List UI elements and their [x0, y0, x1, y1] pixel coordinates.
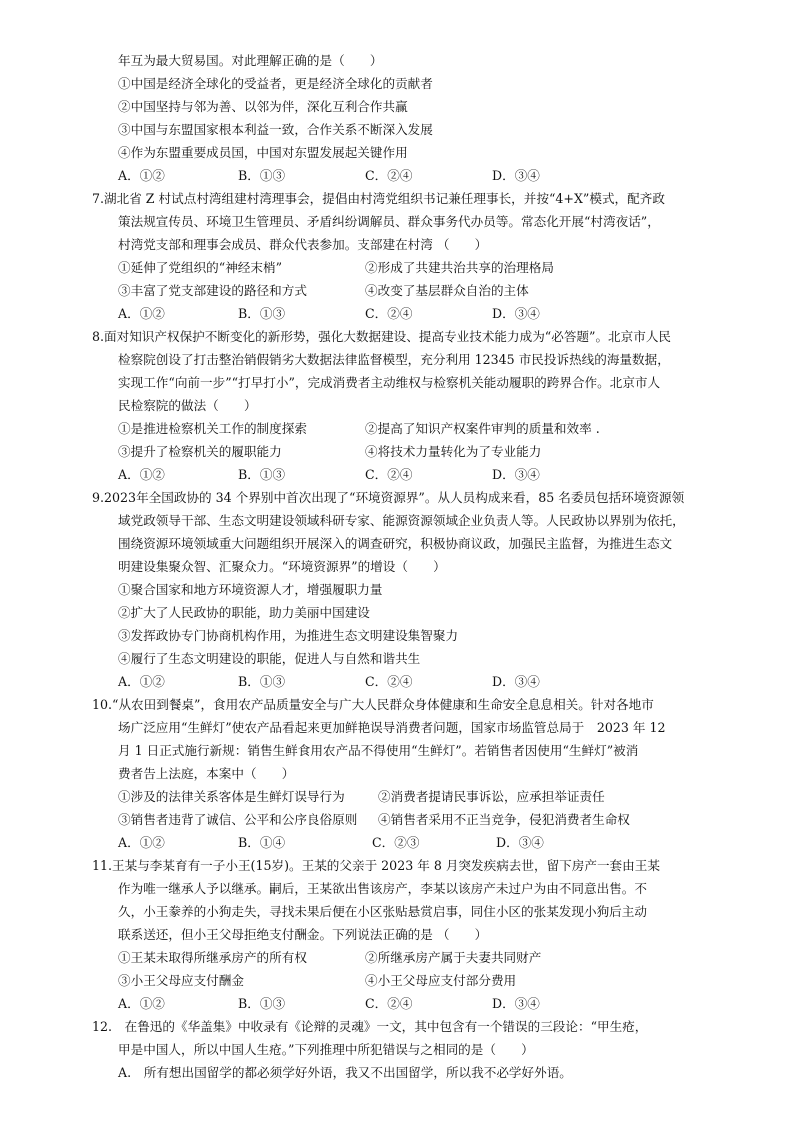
q7-stem-line-2: 策法规宣传员、环境卫生管理员、矛盾纠纷调解员、群众事务代办员等。常态化开展“村湾夜话”， [118, 214, 660, 229]
q10-stem-line-4: 费者告上法庭，本案中（ ） [118, 766, 295, 781]
q10-stem-line-1: 10.“从农田到餐桌”，食用农产品质量安全与广大人民群众身体健康和生命安全息息相关。针对各地市 [92, 697, 654, 712]
q6-option-d[interactable]: D．③④ [492, 168, 540, 183]
q8-stem-line-4: 民检察院的做法（ ） [118, 398, 257, 413]
q8-item-1: ①是推进检察机关工作的制度探索 [118, 421, 307, 436]
q10-stem-line-3: 月 1 日正式施行新规：销售生鲜食用农产品不得使用“生鲜灯”。若销售者因使用“生鲜灯”被消 [118, 743, 639, 758]
q8-stem-line-1: 8.面对知识产权保护不断变化的新形势，强化大数据建设、提高专业技术能力成为“必答题”。北京市人民 [92, 329, 672, 344]
q8-item-2: ②提高了知识产权案件审判的质量和效率 . [365, 421, 600, 436]
q9-stem-line-2: 域党政领导干部、生态文明建设领域科研专家、能源资源领域企业负责人等。人民政协以界别为依托， [118, 513, 685, 528]
q7-option-a[interactable]: A．①② [118, 306, 165, 321]
q10-stem-line-2: 场广泛应用“生鲜灯”使农产品看起来更加鲜艳误导消费者问题，国家市场监管总局于 2023 年 12 [118, 720, 666, 735]
q7-item-4: ④改变了基层群众自治的主体 [365, 283, 529, 298]
q9-item-2: ②扩大了人民政协的职能，助力美丽中国建设 [118, 605, 370, 620]
q6-option-a[interactable]: A．①② [118, 168, 165, 183]
q6-item-3: ③中国与东盟国家根本利益一致，合作关系不断深入发展 [118, 122, 433, 137]
q6-option-c[interactable]: C．②④ [365, 168, 413, 183]
q10-item-2: ②消费者提请民事诉讼，应承担举证责任 [378, 789, 605, 804]
q10-option-c[interactable]: C．②③ [372, 835, 420, 850]
q6-option-b[interactable]: B．①③ [238, 168, 286, 183]
q8-stem-line-3: 实现工作“向前一步”“打早打小”，完成消费者主动维权与检察机关能动履职的跨界合作。北京市人 [118, 375, 661, 390]
q8-option-a[interactable]: A．①② [118, 467, 165, 482]
q8-item-4: ④将技术力量转化为了专业能力 [365, 444, 542, 459]
q11-option-c[interactable]: C．②④ [365, 996, 413, 1011]
q11-option-a[interactable]: A．①② [118, 996, 165, 1011]
q9-option-a[interactable]: A．①② [118, 674, 165, 689]
q11-stem-line-4: 联系送还，但小王父母拒绝支付酬金。下列说法正确的是 （ ） [118, 927, 488, 942]
q7-item-2: ②形成了共建共治共享的治理格局 [365, 260, 554, 275]
q12-stem-line-1: 12. 在鲁迅的《华盖集》中收录有《论辩的灵魂》一文，其中包含有一个错误的三段论：“甲生疮， [92, 1019, 648, 1034]
q6-stem-tail: 年互为最大贸易国。对此理解正确的是（ ） [118, 53, 383, 68]
q8-option-d[interactable]: D．③④ [492, 467, 540, 482]
q10-option-a[interactable]: A．①② [118, 835, 165, 850]
q7-option-c[interactable]: C．②④ [365, 306, 413, 321]
q10-item-1: ①涉及的法律关系客体是生鲜灯误导行为 [118, 789, 345, 804]
q8-stem-line-2: 检察院创设了打击整治销假销劣大数据法律监督模型，充分利用 12345 市民投诉热线的海量数据， [118, 352, 670, 367]
q7-option-b[interactable]: B．①③ [238, 306, 286, 321]
q8-option-c[interactable]: C．②④ [365, 467, 413, 482]
q11-item-1: ①王某未取得所继承房产的所有权 [118, 950, 307, 965]
q11-option-b[interactable]: B．①③ [238, 996, 286, 1011]
q9-item-1: ①聚合国家和地方环境资源人才，增强履职力量 [118, 582, 383, 597]
q9-stem-line-4: 明建设集聚众智、汇聚众力。“环境资源界”的增设（ ） [118, 559, 446, 574]
q9-option-b[interactable]: B．①③ [238, 674, 286, 689]
q10-item-4: ④销售者采用不正当竞争，侵犯消费者生命权 [378, 812, 630, 827]
q9-item-3: ③发挥政协专门协商机构作用，为推进生态文明建设集智聚力 [118, 628, 459, 643]
q11-item-3: ③小王父母应支付酬金 [118, 973, 244, 988]
q11-stem-line-3: 久，小王豢养的小狗走失，寻找未果后便在小区张贴悬赏启事，同住小区的张某发现小狗后主动 [118, 904, 647, 919]
q7-stem-line-1: 7.湖北省 Z 村试点村湾组建村湾理事会，提倡由村湾党组织书记兼任理事长，并按“4+X”模式，配齐政 [92, 191, 665, 206]
q6-item-2: ②中国坚持与邻为善、以邻为伴，深化互利合作共赢 [118, 99, 408, 114]
q10-option-b[interactable]: B．①④ [238, 835, 286, 850]
q7-item-3: ③丰富了党支部建设的路径和方式 [118, 283, 307, 298]
q8-option-b[interactable]: B．①③ [238, 467, 286, 482]
q9-option-c[interactable]: C．②④ [365, 674, 413, 689]
q10-item-3: ③销售者违背了诚信、公平和公序良俗原则 [118, 812, 358, 827]
q11-item-2: ②所继承房产属于夫妻共同财产 [365, 950, 542, 965]
q9-item-4: ④履行了生态文明建设的职能，促进人与自然和谐共生 [118, 651, 421, 666]
q9-stem-line-1: 9.2023年全国政协的 34 个界别中首次出现了“环境资源界”。从人员构成来看，85 名委员包括环境资源领 [92, 490, 685, 505]
q11-stem-line-1: 11.王某与李某育有一子小王(15岁)。王某的父亲于 2023 年 8 月突发疾病去世，留下房产一套由王某 [92, 858, 660, 873]
q9-option-d[interactable]: D．③④ [492, 674, 540, 689]
q11-option-d[interactable]: D．③④ [492, 996, 540, 1011]
q6-item-4: ④作为东盟重要成员国，中国对东盟发展起关键作用 [118, 145, 408, 160]
q6-item-1: ①中国是经济全球化的受益者，更是经济全球化的贡献者 [118, 76, 433, 91]
q9-stem-line-3: 围绕资源环境领域重大问题组织开展深入的调查研究，积极协商议政，加强民主监督，为推进生态文 [118, 536, 673, 551]
q11-item-4: ④小王父母应支付部分费用 [365, 973, 517, 988]
q7-stem-line-3: 村湾党支部和理事会成员、群众代表参加。支部建在村湾 （ ） [118, 237, 488, 252]
q7-item-1: ①延伸了党组织的“神经末梢” [118, 260, 283, 275]
q8-item-3: ③提升了检察机关的履职能力 [118, 444, 282, 459]
q10-option-d[interactable]: D．③④ [496, 835, 544, 850]
q7-option-d[interactable]: D．③④ [492, 306, 540, 321]
q12-option-a[interactable]: A. 所有想出国留学的都必须学好外语，我又不出国留学，所以我不必学好外语。 [118, 1065, 572, 1080]
q12-stem-line-2: 甲是中国人，所以中国人生疮。”下列推理中所犯错误与之相同的是（ ） [118, 1042, 534, 1057]
q11-stem-line-2: 作为唯一继承人予以继承。嗣后，王某欲出售该房产，李某以该房产未过户为由不同意出售。不 [118, 881, 647, 896]
